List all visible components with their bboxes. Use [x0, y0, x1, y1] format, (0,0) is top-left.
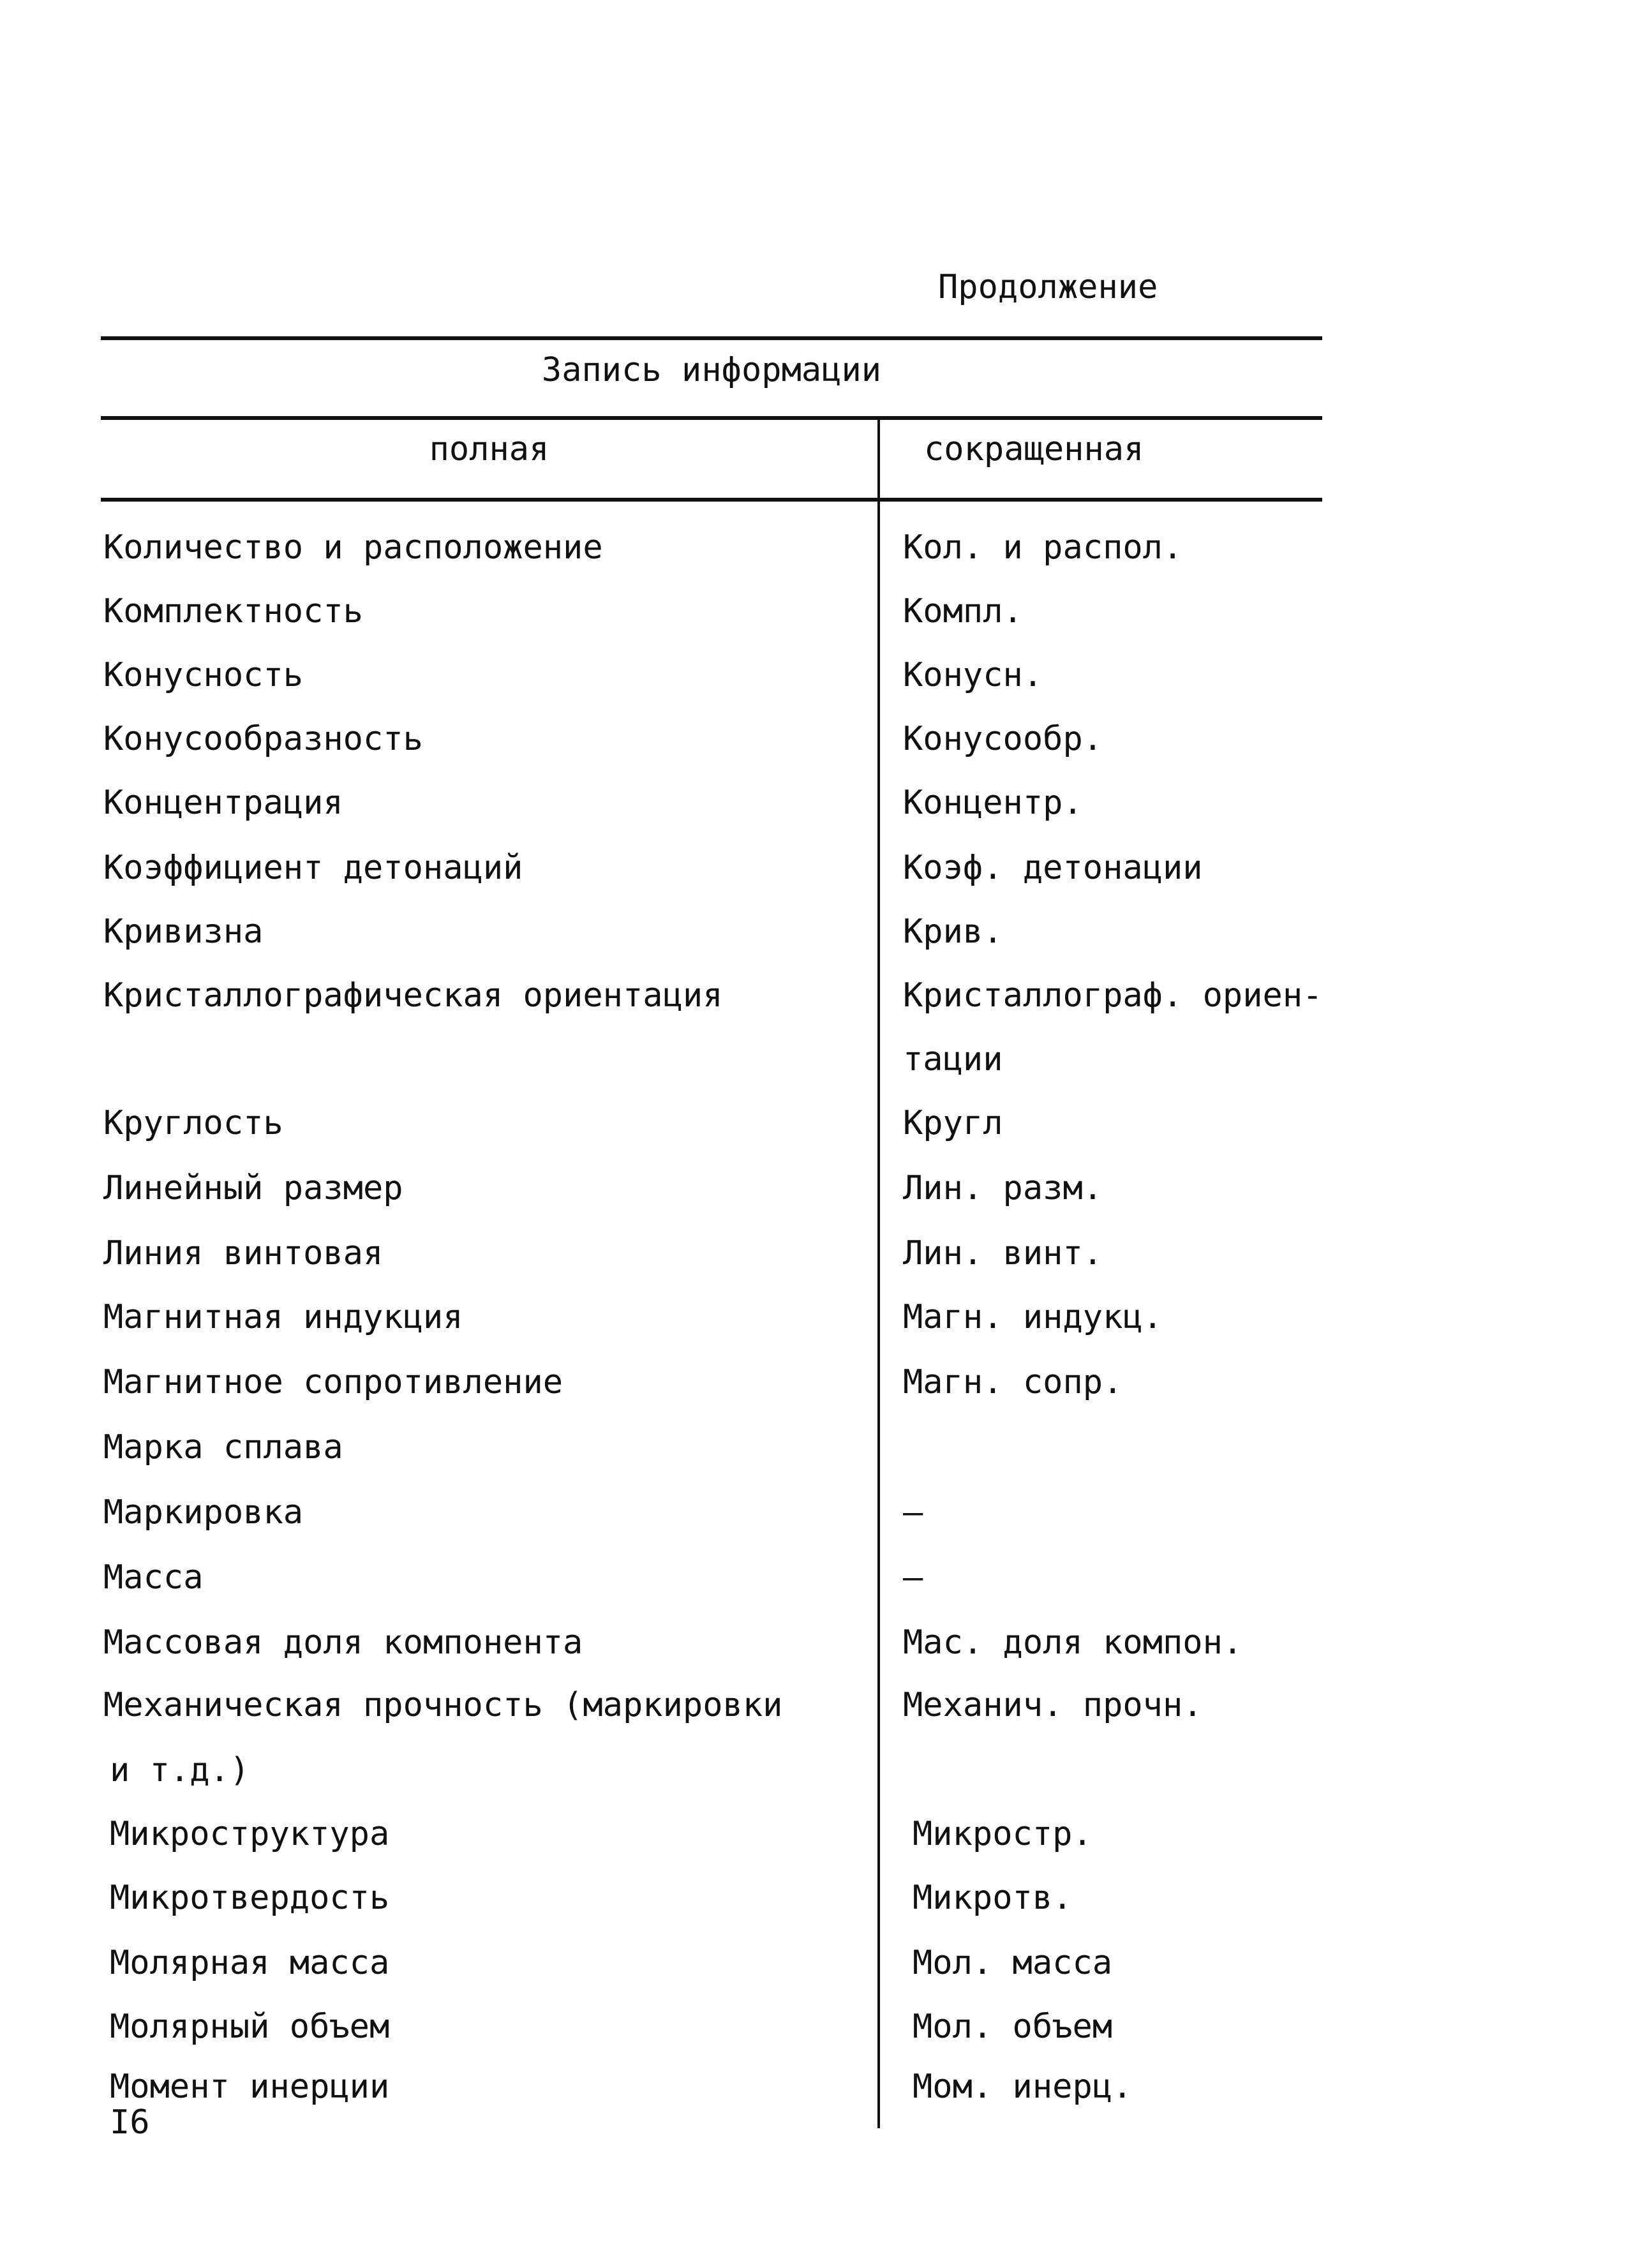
table-header-rule — [101, 416, 1322, 420]
table-row — [0, 1427, 1633, 1491]
cell-short: Лин. разм. — [903, 1169, 1103, 1207]
table-row — [0, 1943, 1633, 2006]
cell-full: Линия винтовая — [103, 1234, 384, 1272]
column-header-full: полная — [429, 430, 549, 468]
cell-full: Маркировка — [103, 1493, 304, 1532]
cell-short: Мас. доля компон. — [903, 1623, 1243, 1662]
cell-full: Механическая прочность (маркировки — [103, 1686, 783, 1724]
table-header-main: Запись информации — [541, 351, 882, 389]
table-row — [0, 1362, 1633, 1426]
cell-short: Крив. — [903, 913, 1003, 951]
table-row — [0, 1233, 1633, 1297]
cell-full: Концентрация — [103, 784, 343, 822]
cell-short: тации — [903, 1040, 1003, 1078]
table-row — [0, 1103, 1633, 1167]
cell-short: Кругл — [903, 1104, 1003, 1142]
cell-full: Момент инерции — [110, 2068, 390, 2106]
table-top-rule — [101, 336, 1322, 340]
cell-full: и т.д.) — [110, 1751, 250, 1789]
table-row — [0, 1297, 1633, 1361]
cell-full: Кристаллографическая ориентация — [103, 976, 723, 1015]
cell-short: Кристаллограф. ориен- — [903, 976, 1323, 1015]
table-row — [0, 1750, 1633, 1814]
cell-short: Мол. масса — [913, 1944, 1113, 1982]
cell-short: Мом. инерц. — [913, 2068, 1133, 2106]
cell-full: Массовая доля компонента — [103, 1623, 583, 1662]
cell-full: Круглость — [103, 1104, 283, 1142]
table-row — [0, 975, 1633, 1039]
cell-full: Количество и расположение — [103, 528, 603, 567]
cell-short: Конусн. — [903, 656, 1043, 694]
table-row — [0, 2006, 1633, 2070]
cell-short: Микростр. — [913, 1815, 1092, 1853]
table-row — [0, 1557, 1633, 1621]
cell-full: Марка сплава — [103, 1428, 343, 1466]
column-header-short: сокращенная — [924, 430, 1144, 468]
cell-short: Лин. винт. — [903, 1234, 1103, 1272]
table-row — [0, 847, 1633, 911]
cell-full: Конусность — [103, 656, 304, 694]
cell-full: Молярная масса — [110, 1944, 390, 1982]
cell-full: Магнитное сопротивление — [103, 1363, 563, 1401]
table-row — [0, 1685, 1633, 1749]
table-row — [0, 782, 1633, 846]
table-row — [0, 2066, 1633, 2130]
cell-short: Магн. сопр. — [903, 1363, 1123, 1401]
cell-full: Масса — [103, 1558, 204, 1597]
cell-full: Молярный объем — [110, 2008, 390, 2046]
cell-short: Магн. индукц. — [903, 1298, 1163, 1336]
cell-short: – — [903, 1558, 923, 1597]
cell-short: Кол. и распол. — [903, 528, 1183, 567]
cell-full: Линейный размер — [103, 1169, 403, 1207]
cell-short: – — [903, 1493, 923, 1532]
cell-short: Механич. прочн. — [903, 1686, 1203, 1724]
cell-short: Концентр. — [903, 784, 1083, 822]
table-row — [0, 1039, 1633, 1103]
continuation-label: Продолжение — [938, 268, 1158, 306]
table-row — [0, 911, 1633, 975]
table-row — [0, 1622, 1633, 1686]
table-row — [0, 719, 1633, 782]
cell-full: Магнитная индукция — [103, 1298, 463, 1336]
table-body-rule — [101, 498, 1322, 502]
cell-full: Конусообразность — [103, 720, 423, 758]
cell-full: Комплектность — [103, 592, 363, 630]
table-row — [0, 1492, 1633, 1556]
cell-short: Микротв. — [913, 1879, 1073, 1917]
cell-short: Мол. объем — [913, 2008, 1113, 2046]
table-row — [0, 591, 1633, 655]
cell-full: Микроструктура — [110, 1815, 390, 1853]
table-row — [0, 1814, 1633, 1877]
cell-short: Коэф. детонации — [903, 849, 1203, 887]
cell-full: Кривизна — [103, 913, 264, 951]
table-row — [0, 655, 1633, 719]
cell-short: Компл. — [903, 592, 1023, 630]
cell-full: Коэффициент детонаций — [103, 849, 523, 887]
cell-full: Микротвердость — [110, 1879, 390, 1917]
table-row — [0, 527, 1633, 591]
table-row — [0, 1168, 1633, 1232]
cell-short: Конусообр. — [903, 720, 1103, 758]
page-number: I6 — [110, 2103, 150, 2142]
table-row — [0, 1877, 1633, 1941]
